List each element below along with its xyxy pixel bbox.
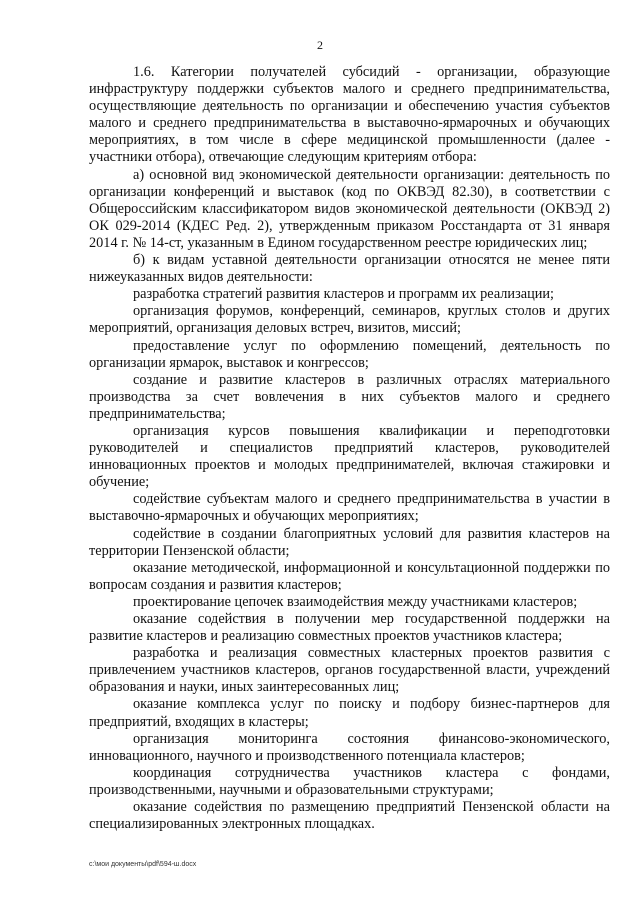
paragraph: содействие в создании благоприятных условий для развития кластеров на территории Пензенской области; bbox=[89, 525, 610, 559]
paragraph: а) основной вид экономической деятельности организации: деятельность по организации конференций и выставок (код по ОКВЭД 82.30), в соответствии с Общероссийским классификатором видов экономической деятельности (ОКВЭД 2) ОК 029-2014 (КДЕС Ред. 2), утвержденным приказом Росстандарта от 31 января 2014 г. № 14-ст, указанным в Едином государственном реестре юридических лиц; bbox=[89, 166, 610, 251]
paragraph: координация сотрудничества участников кластера с фондами, производственными, научными и образовательными структурами; bbox=[89, 764, 610, 798]
paragraph: оказание содействия в получении мер государственной поддержки на развитие кластеров и реализацию совместных проектов участников кластера; bbox=[89, 611, 610, 645]
paragraph: организация форумов, конференций, семинаров, круглых столов и других мероприятий, организация деловых встреч, визитов, миссий; bbox=[89, 303, 610, 337]
paragraph: организация курсов повышения квалификации и переподготовки руководителей и специалистов предприятий кластеров, руководителей инновационных проектов и молодых предпринимателей, включая стажировки и обучение; bbox=[89, 422, 610, 491]
paragraph: предоставление услуг по оформлению помещений, деятельность по организации ярмарок, выставок и конгрессов; bbox=[89, 337, 610, 371]
paragraph: б) к видам уставной деятельности организации относятся не менее пяти нижеуказанных видов деятельности: bbox=[89, 252, 610, 286]
paragraph: разработка стратегий развития кластеров и программ их реализации; bbox=[133, 286, 554, 303]
paragraph: содействие субъектам малого и среднего предпринимательства в участии в выставочно-ярмарочных и обучающих мероприятиях; bbox=[89, 491, 610, 525]
paragraph: оказание методической, информационной и консультационной поддержки по вопросам создания и развития кластеров; bbox=[89, 559, 610, 593]
paragraph: оказание содействия по размещению предприятий Пензенской области на специализированных электронных площадках. bbox=[89, 799, 610, 833]
footer-file-path: c:\мои документы\pdf\594-ш.docx bbox=[89, 861, 197, 868]
paragraph: организация мониторинга состояния финансово-экономического, инновационного, научного и производственного потенциала кластеров; bbox=[89, 730, 610, 764]
paragraph: разработка и реализация совместных кластерных проектов развития с привлечением участников кластеров, органов государственной власти, учреждений образования и науки, иных заинтересованных лиц; bbox=[89, 645, 610, 696]
paragraph: проектирование цепочек взаимодействия между участниками кластеров; bbox=[133, 593, 578, 610]
paragraph: 1.6. Категории получателей субсидий - организации, образующие инфраструктуру поддержки субъектов малого и среднего предпринимательства, осуществляющие деятельность по организации и обеспечению участия субъектов малого и среднего предпринимательства в выставочно-ярмарочных и обучающих мероприятиях, в том числе в сфере медицинской промышленности (далее - участники отбора), отвечающие следующим критериям отбора: bbox=[89, 64, 610, 166]
document-body bbox=[89, 64, 610, 833]
paragraph: оказание комплекса услуг по поиску и подбору бизнес-партнеров для предприятий, входящих в кластеры; bbox=[89, 696, 610, 730]
paragraph: создание и развитие кластеров в различных отраслях материального производства за счет вовлечения в них субъектов малого и среднего предпринимательства; bbox=[89, 371, 610, 422]
page-number: 2 bbox=[317, 38, 323, 52]
